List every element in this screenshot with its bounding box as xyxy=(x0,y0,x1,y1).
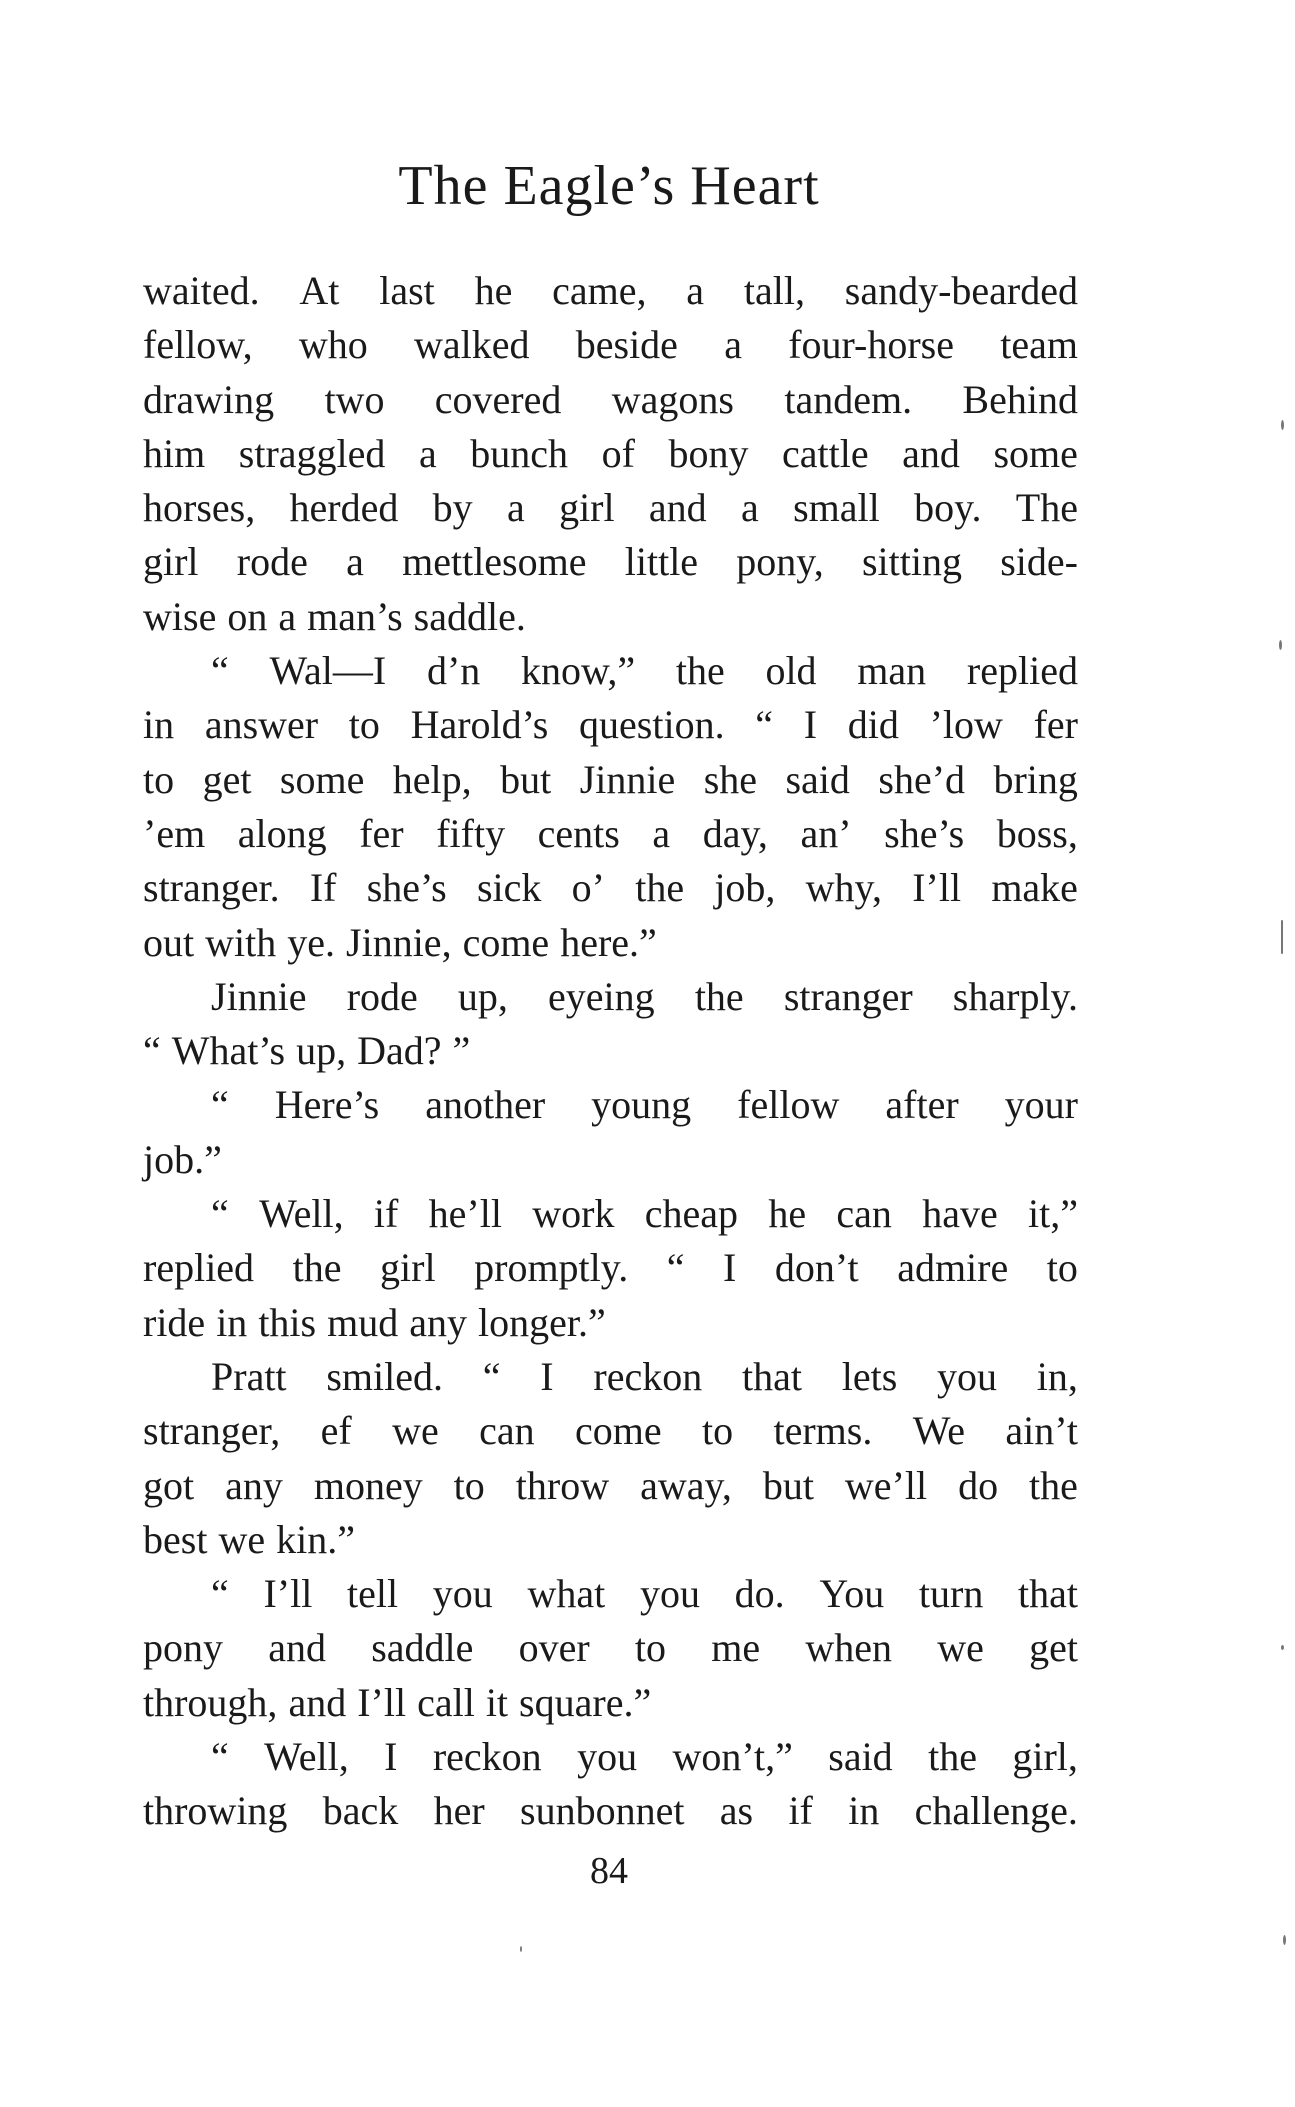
word: fifty xyxy=(436,810,506,856)
word: her xyxy=(433,1788,485,1834)
word: come xyxy=(462,919,550,965)
word: don’t xyxy=(774,1245,859,1291)
word: man’s xyxy=(307,593,403,639)
word: girl, xyxy=(1012,1734,1078,1780)
text-line xyxy=(143,861,1078,915)
body-text xyxy=(143,264,1078,1839)
word: d’n xyxy=(426,648,481,694)
word: admire xyxy=(897,1245,1009,1291)
word: “ xyxy=(211,648,229,694)
text-line xyxy=(143,535,1078,589)
word: cattle xyxy=(782,430,869,476)
word: up, xyxy=(457,973,508,1019)
word: in xyxy=(216,1299,248,1345)
word: throwing xyxy=(143,1788,288,1834)
word: did xyxy=(847,702,899,748)
word: a xyxy=(506,485,525,531)
word: me xyxy=(711,1625,761,1671)
word: out xyxy=(143,919,195,965)
word: sitting xyxy=(861,539,962,585)
word: “ xyxy=(211,1734,229,1780)
word: ef xyxy=(320,1408,352,1454)
word: bony xyxy=(668,430,749,476)
word: you xyxy=(432,1571,493,1617)
word: money xyxy=(313,1462,423,1508)
word: “ xyxy=(482,1353,501,1399)
word: the xyxy=(928,1734,977,1780)
word: Jinnie xyxy=(579,756,676,802)
word: him xyxy=(143,430,206,476)
word: Jinnie xyxy=(211,973,307,1019)
word: to xyxy=(143,756,175,802)
word: longer.” xyxy=(478,1299,606,1345)
word: sunbonnet xyxy=(520,1788,685,1834)
word: best xyxy=(143,1516,208,1562)
word: he’ll xyxy=(428,1191,502,1237)
word: boss, xyxy=(996,810,1078,856)
text-line xyxy=(143,644,1078,698)
word: the xyxy=(694,973,744,1019)
word: Harold’s xyxy=(410,702,549,748)
word: she’s xyxy=(366,865,447,911)
text-line xyxy=(143,590,1078,644)
word: mettlesome xyxy=(402,539,587,585)
word: wagons xyxy=(611,376,734,422)
word: do. xyxy=(734,1571,785,1617)
word: you xyxy=(577,1734,638,1780)
word: and xyxy=(902,430,960,476)
word: here.” xyxy=(560,919,657,965)
word: we xyxy=(937,1625,984,1671)
word: straggled xyxy=(238,430,386,476)
word: question. xyxy=(579,702,725,748)
word: sandy-bearded xyxy=(844,268,1078,313)
word: this xyxy=(258,1299,317,1345)
word: cents xyxy=(537,810,620,856)
word: a xyxy=(418,430,437,476)
word: to xyxy=(634,1625,667,1671)
word: up, xyxy=(296,1028,347,1074)
word: “ xyxy=(211,1571,229,1617)
word: ” xyxy=(452,1028,471,1074)
word: can xyxy=(836,1191,892,1237)
text-line xyxy=(143,916,1078,970)
scan-speck xyxy=(1281,920,1283,954)
word: we xyxy=(392,1408,439,1454)
word: fellow xyxy=(737,1082,840,1128)
word: an’ xyxy=(800,810,852,856)
word: stranger, xyxy=(143,1408,281,1454)
word: day, xyxy=(702,810,768,856)
text-line xyxy=(143,481,1078,535)
word: Well, xyxy=(264,1734,349,1780)
text-line xyxy=(143,264,1078,318)
text-line xyxy=(143,1567,1078,1621)
page-number: 84 xyxy=(590,1850,628,1892)
word: she’s xyxy=(884,810,965,856)
text-line xyxy=(143,1133,1078,1187)
word: and xyxy=(648,485,707,531)
word: but xyxy=(762,1462,814,1508)
word: I’ll xyxy=(263,1571,313,1617)
word: after xyxy=(885,1082,959,1128)
word: fer xyxy=(1033,702,1078,748)
word: in, xyxy=(1036,1353,1078,1399)
word: o’ xyxy=(571,865,605,911)
text-line xyxy=(143,1784,1078,1838)
word: on xyxy=(227,593,268,639)
word: have xyxy=(922,1191,998,1237)
word: eyeing xyxy=(548,973,655,1019)
word: help, xyxy=(392,756,472,802)
text-line xyxy=(143,1404,1078,1458)
text-line xyxy=(143,1024,1078,1078)
word: any xyxy=(409,1299,467,1345)
word: walked xyxy=(413,322,530,368)
word: promptly. xyxy=(474,1245,629,1291)
word: another xyxy=(425,1082,546,1128)
word: four-horse xyxy=(788,322,955,368)
word: saddle. xyxy=(413,593,526,639)
text-line xyxy=(143,807,1078,861)
word: stranger. xyxy=(143,865,280,911)
word: throw xyxy=(515,1462,610,1508)
word: pony, xyxy=(736,539,824,585)
word: Pratt xyxy=(211,1353,287,1399)
word: I’ll xyxy=(357,1679,407,1725)
word: with xyxy=(205,919,277,965)
word: ’low xyxy=(929,702,1003,748)
word: your xyxy=(1004,1082,1078,1128)
word: along xyxy=(237,810,327,856)
word: in xyxy=(143,702,175,748)
word: the xyxy=(675,648,725,694)
word: tandem. xyxy=(784,376,913,422)
scan-speck xyxy=(1281,420,1284,430)
word: sick xyxy=(476,865,542,911)
word: a xyxy=(741,485,759,531)
word: sharply. xyxy=(952,973,1078,1019)
word: small xyxy=(793,485,880,531)
word: can xyxy=(479,1408,535,1454)
word: reckon xyxy=(593,1353,703,1399)
word: got xyxy=(143,1462,195,1508)
word: why, xyxy=(805,865,882,911)
text-line xyxy=(143,1676,1078,1730)
word: and xyxy=(288,1679,347,1725)
word: Here’s xyxy=(274,1082,380,1128)
word: job, xyxy=(714,865,776,911)
word: if xyxy=(788,1788,813,1834)
word: two xyxy=(324,376,385,422)
text-line xyxy=(143,1621,1078,1675)
word: Wal—I xyxy=(269,648,387,694)
word: waited. xyxy=(143,268,260,313)
word: If xyxy=(309,865,337,911)
word: ’em xyxy=(143,810,206,856)
word: call xyxy=(417,1679,475,1725)
text-line xyxy=(143,1350,1078,1404)
word: beside xyxy=(575,322,678,368)
text-line xyxy=(143,1187,1078,1241)
word: replied xyxy=(143,1245,255,1291)
word: saddle xyxy=(371,1625,474,1671)
word: any xyxy=(225,1462,283,1508)
text-line xyxy=(143,1241,1078,1295)
word: the xyxy=(1029,1462,1078,1508)
word: boy. xyxy=(914,485,982,531)
word: lets xyxy=(841,1353,898,1399)
word: man xyxy=(857,648,927,694)
word: it,” xyxy=(1028,1191,1078,1237)
word: a xyxy=(278,593,297,639)
word: terms. xyxy=(773,1408,873,1454)
word: “ xyxy=(211,1191,229,1237)
word: of xyxy=(601,430,635,476)
word: but xyxy=(500,756,552,802)
word: that xyxy=(741,1353,802,1399)
word: she’d xyxy=(878,756,966,802)
word: to xyxy=(1046,1245,1078,1291)
word: The xyxy=(1015,485,1078,531)
word: the xyxy=(635,865,685,911)
word: make xyxy=(991,865,1078,911)
text-line xyxy=(143,1730,1078,1784)
word: do xyxy=(958,1462,999,1508)
word: came, xyxy=(552,268,647,313)
word: over xyxy=(518,1625,590,1671)
word: girl xyxy=(143,539,199,585)
word: won’t,” xyxy=(672,1734,793,1780)
word: Jinnie, xyxy=(346,919,452,965)
word: last xyxy=(379,268,435,313)
word: wise xyxy=(143,593,217,639)
word: square.” xyxy=(519,1679,652,1725)
word: side- xyxy=(1000,539,1078,585)
text-line xyxy=(143,1459,1078,1513)
word: drawing xyxy=(143,376,275,422)
word: cheap xyxy=(644,1191,739,1237)
word: team xyxy=(1000,322,1078,368)
word: “ xyxy=(211,1082,229,1128)
word: Behind xyxy=(962,376,1078,422)
word: replied xyxy=(966,648,1078,694)
word: fellow, xyxy=(143,322,253,368)
word: I xyxy=(384,1734,398,1780)
scan-speck xyxy=(1281,1645,1284,1650)
text-line xyxy=(143,698,1078,752)
word: said xyxy=(828,1734,893,1780)
word: challenge. xyxy=(914,1788,1078,1834)
word: stranger xyxy=(783,973,913,1019)
word: answer xyxy=(204,702,319,748)
word: mud xyxy=(327,1299,399,1345)
word: bunch xyxy=(470,430,569,476)
word: come xyxy=(574,1408,662,1454)
text-line xyxy=(143,1513,1078,1567)
word: in xyxy=(848,1788,880,1834)
word: get xyxy=(1029,1625,1078,1671)
word: fer xyxy=(359,810,404,856)
word: know,” xyxy=(521,648,636,694)
word: who xyxy=(298,322,368,368)
word: that xyxy=(1018,1571,1078,1617)
word: At xyxy=(299,268,340,313)
text-line xyxy=(143,427,1078,481)
word: we xyxy=(218,1516,266,1562)
word: to xyxy=(453,1462,485,1508)
word: “ xyxy=(143,1028,161,1074)
word: horses, xyxy=(143,485,256,531)
word: herded xyxy=(289,485,399,531)
word: away, xyxy=(640,1462,732,1508)
word: ain’t xyxy=(1005,1408,1078,1454)
word: I xyxy=(803,702,818,748)
word: a xyxy=(724,322,742,368)
word: You xyxy=(819,1571,885,1617)
word: We xyxy=(912,1408,966,1454)
word: girl xyxy=(559,485,615,531)
text-line xyxy=(143,1078,1078,1132)
word: I xyxy=(723,1245,737,1291)
word: rode xyxy=(236,539,308,585)
scan-speck xyxy=(520,1946,522,1952)
word: get xyxy=(202,756,252,802)
word: she xyxy=(703,756,758,802)
word: if xyxy=(373,1191,399,1237)
text-line xyxy=(143,318,1078,372)
word: girl xyxy=(380,1245,436,1291)
word: Dad? xyxy=(357,1028,442,1074)
word: reckon xyxy=(432,1734,542,1780)
text-line xyxy=(143,373,1078,427)
scan-speck xyxy=(1279,640,1282,650)
word: What’s xyxy=(171,1028,286,1074)
word: “ xyxy=(755,702,774,748)
word: a xyxy=(686,268,705,313)
word: pony xyxy=(143,1625,223,1671)
word: a xyxy=(652,810,671,856)
word: young xyxy=(591,1082,692,1128)
word: said xyxy=(785,756,850,802)
running-head: The Eagle’s Heart xyxy=(398,155,820,217)
word: tell xyxy=(347,1571,399,1617)
word: and xyxy=(268,1625,326,1671)
word: rode xyxy=(346,973,418,1019)
word: he xyxy=(768,1191,807,1237)
word: Well, xyxy=(259,1191,344,1237)
word: smiled. xyxy=(326,1353,443,1399)
text-line xyxy=(143,1296,1078,1350)
word: I’ll xyxy=(912,865,962,911)
word: I xyxy=(540,1353,554,1399)
word: a xyxy=(346,539,364,585)
word: bring xyxy=(993,756,1078,802)
word: by xyxy=(432,485,473,531)
word: “ xyxy=(666,1245,685,1291)
word: covered xyxy=(434,376,562,422)
word: back xyxy=(322,1788,399,1834)
word: what xyxy=(527,1571,606,1617)
word: tall, xyxy=(743,268,805,313)
word: to xyxy=(701,1408,734,1454)
word: you xyxy=(639,1571,700,1617)
word: ride xyxy=(143,1299,206,1345)
word: he xyxy=(474,268,513,313)
word: to xyxy=(348,702,380,748)
word: you xyxy=(937,1353,998,1399)
scan-speck xyxy=(1283,1935,1286,1945)
text-line xyxy=(143,753,1078,807)
word: ye. xyxy=(287,919,336,965)
word: as xyxy=(719,1788,754,1834)
word: work xyxy=(532,1191,615,1237)
word: job.” xyxy=(143,1136,222,1182)
word: it xyxy=(485,1679,509,1725)
word: kin.” xyxy=(276,1516,355,1562)
text-line xyxy=(143,970,1078,1024)
word: little xyxy=(624,539,699,585)
word: old xyxy=(765,648,817,694)
word: through, xyxy=(143,1679,278,1725)
word: turn xyxy=(918,1571,984,1617)
word: some xyxy=(279,756,365,802)
word: the xyxy=(292,1245,342,1291)
word: when xyxy=(805,1625,892,1671)
word: we’ll xyxy=(844,1462,928,1508)
word: some xyxy=(993,430,1078,476)
